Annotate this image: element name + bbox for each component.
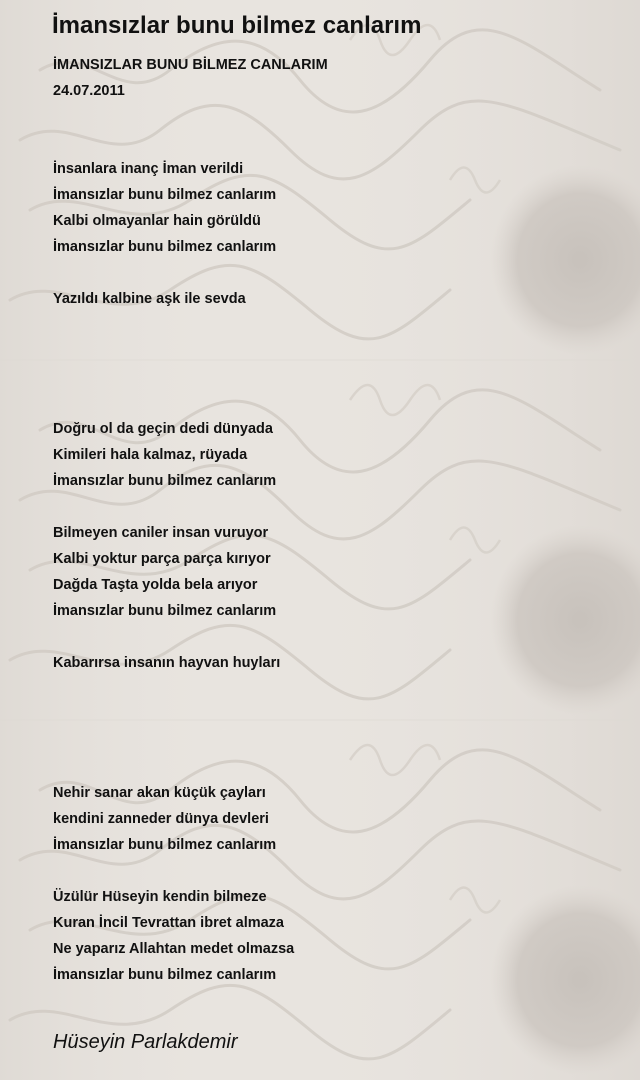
poem-line — [53, 104, 623, 130]
poem-date: 24.07.2011 — [53, 83, 125, 99]
poem-line: Kimileri hala kalmaz, rüyada — [53, 447, 248, 463]
poem-title: İmansızlar bunu bilmez canlarım — [52, 12, 422, 39]
poem-line: İmansızlar bunu bilmez canlarım — [53, 967, 277, 983]
poem-line: İmansızlar bunu bilmez canlarım — [53, 187, 277, 203]
poem-line — [53, 754, 623, 780]
poem-line: Dağda Taşta yolda bela arıyor — [53, 577, 258, 593]
poem-line: İmansızlar bunu bilmez canlarım — [53, 239, 277, 255]
poem-line — [53, 702, 623, 728]
poem-subtitle: İMANSIZLAR BUNU BİLMEZ CANLARIM — [53, 57, 328, 73]
poem-line: İnsanlara inanç İman verildi — [53, 161, 244, 177]
poem-line: Kabarırsa insanın hayvan huyları — [53, 655, 281, 671]
poem-body — [53, 104, 623, 988]
poem-line: İmansızlar bunu bilmez canlarım — [53, 603, 277, 619]
poem-line: Kalbi yoktur parça parça kırıyor — [53, 551, 271, 567]
poem-line: Bilmeyen caniler insan vuruyor — [53, 525, 269, 541]
poem-line: İmansızlar bunu bilmez canlarım — [53, 837, 277, 853]
poem-line — [53, 494, 623, 520]
poem-line — [53, 338, 623, 364]
poem-line — [53, 676, 623, 702]
poem-line: Üzülür Hüseyin kendin bilmeze — [53, 889, 267, 905]
poem-container — [53, 10, 623, 1055]
poem-author: Hüseyin Parlakdemir — [53, 1031, 238, 1053]
poem-line — [53, 130, 623, 156]
poem-line — [53, 624, 623, 650]
poem-line: Nehir sanar akan küçük çayları — [53, 785, 266, 801]
poem-line — [53, 390, 623, 416]
poem-line: Ne yaparız Allahtan medet olmazsa — [53, 941, 295, 957]
poem-line: Kuran İncil Tevrattan ibret almaza — [53, 915, 284, 931]
poem-line — [53, 260, 623, 286]
poem-line — [53, 728, 623, 754]
poem-line: Yazıldı kalbine aşk ile sevda — [53, 291, 246, 307]
poem-line — [53, 364, 623, 390]
poem-line: İmansızlar bunu bilmez canlarım — [53, 473, 277, 489]
poem-line: Kalbi olmayanlar hain görüldü — [53, 213, 261, 229]
poem-line: Doğru ol da geçin dedi dünyada — [53, 421, 273, 437]
poem-line: kendini zanneder dünya devleri — [53, 811, 269, 827]
poem-line — [53, 312, 623, 338]
poem-line — [53, 858, 623, 884]
